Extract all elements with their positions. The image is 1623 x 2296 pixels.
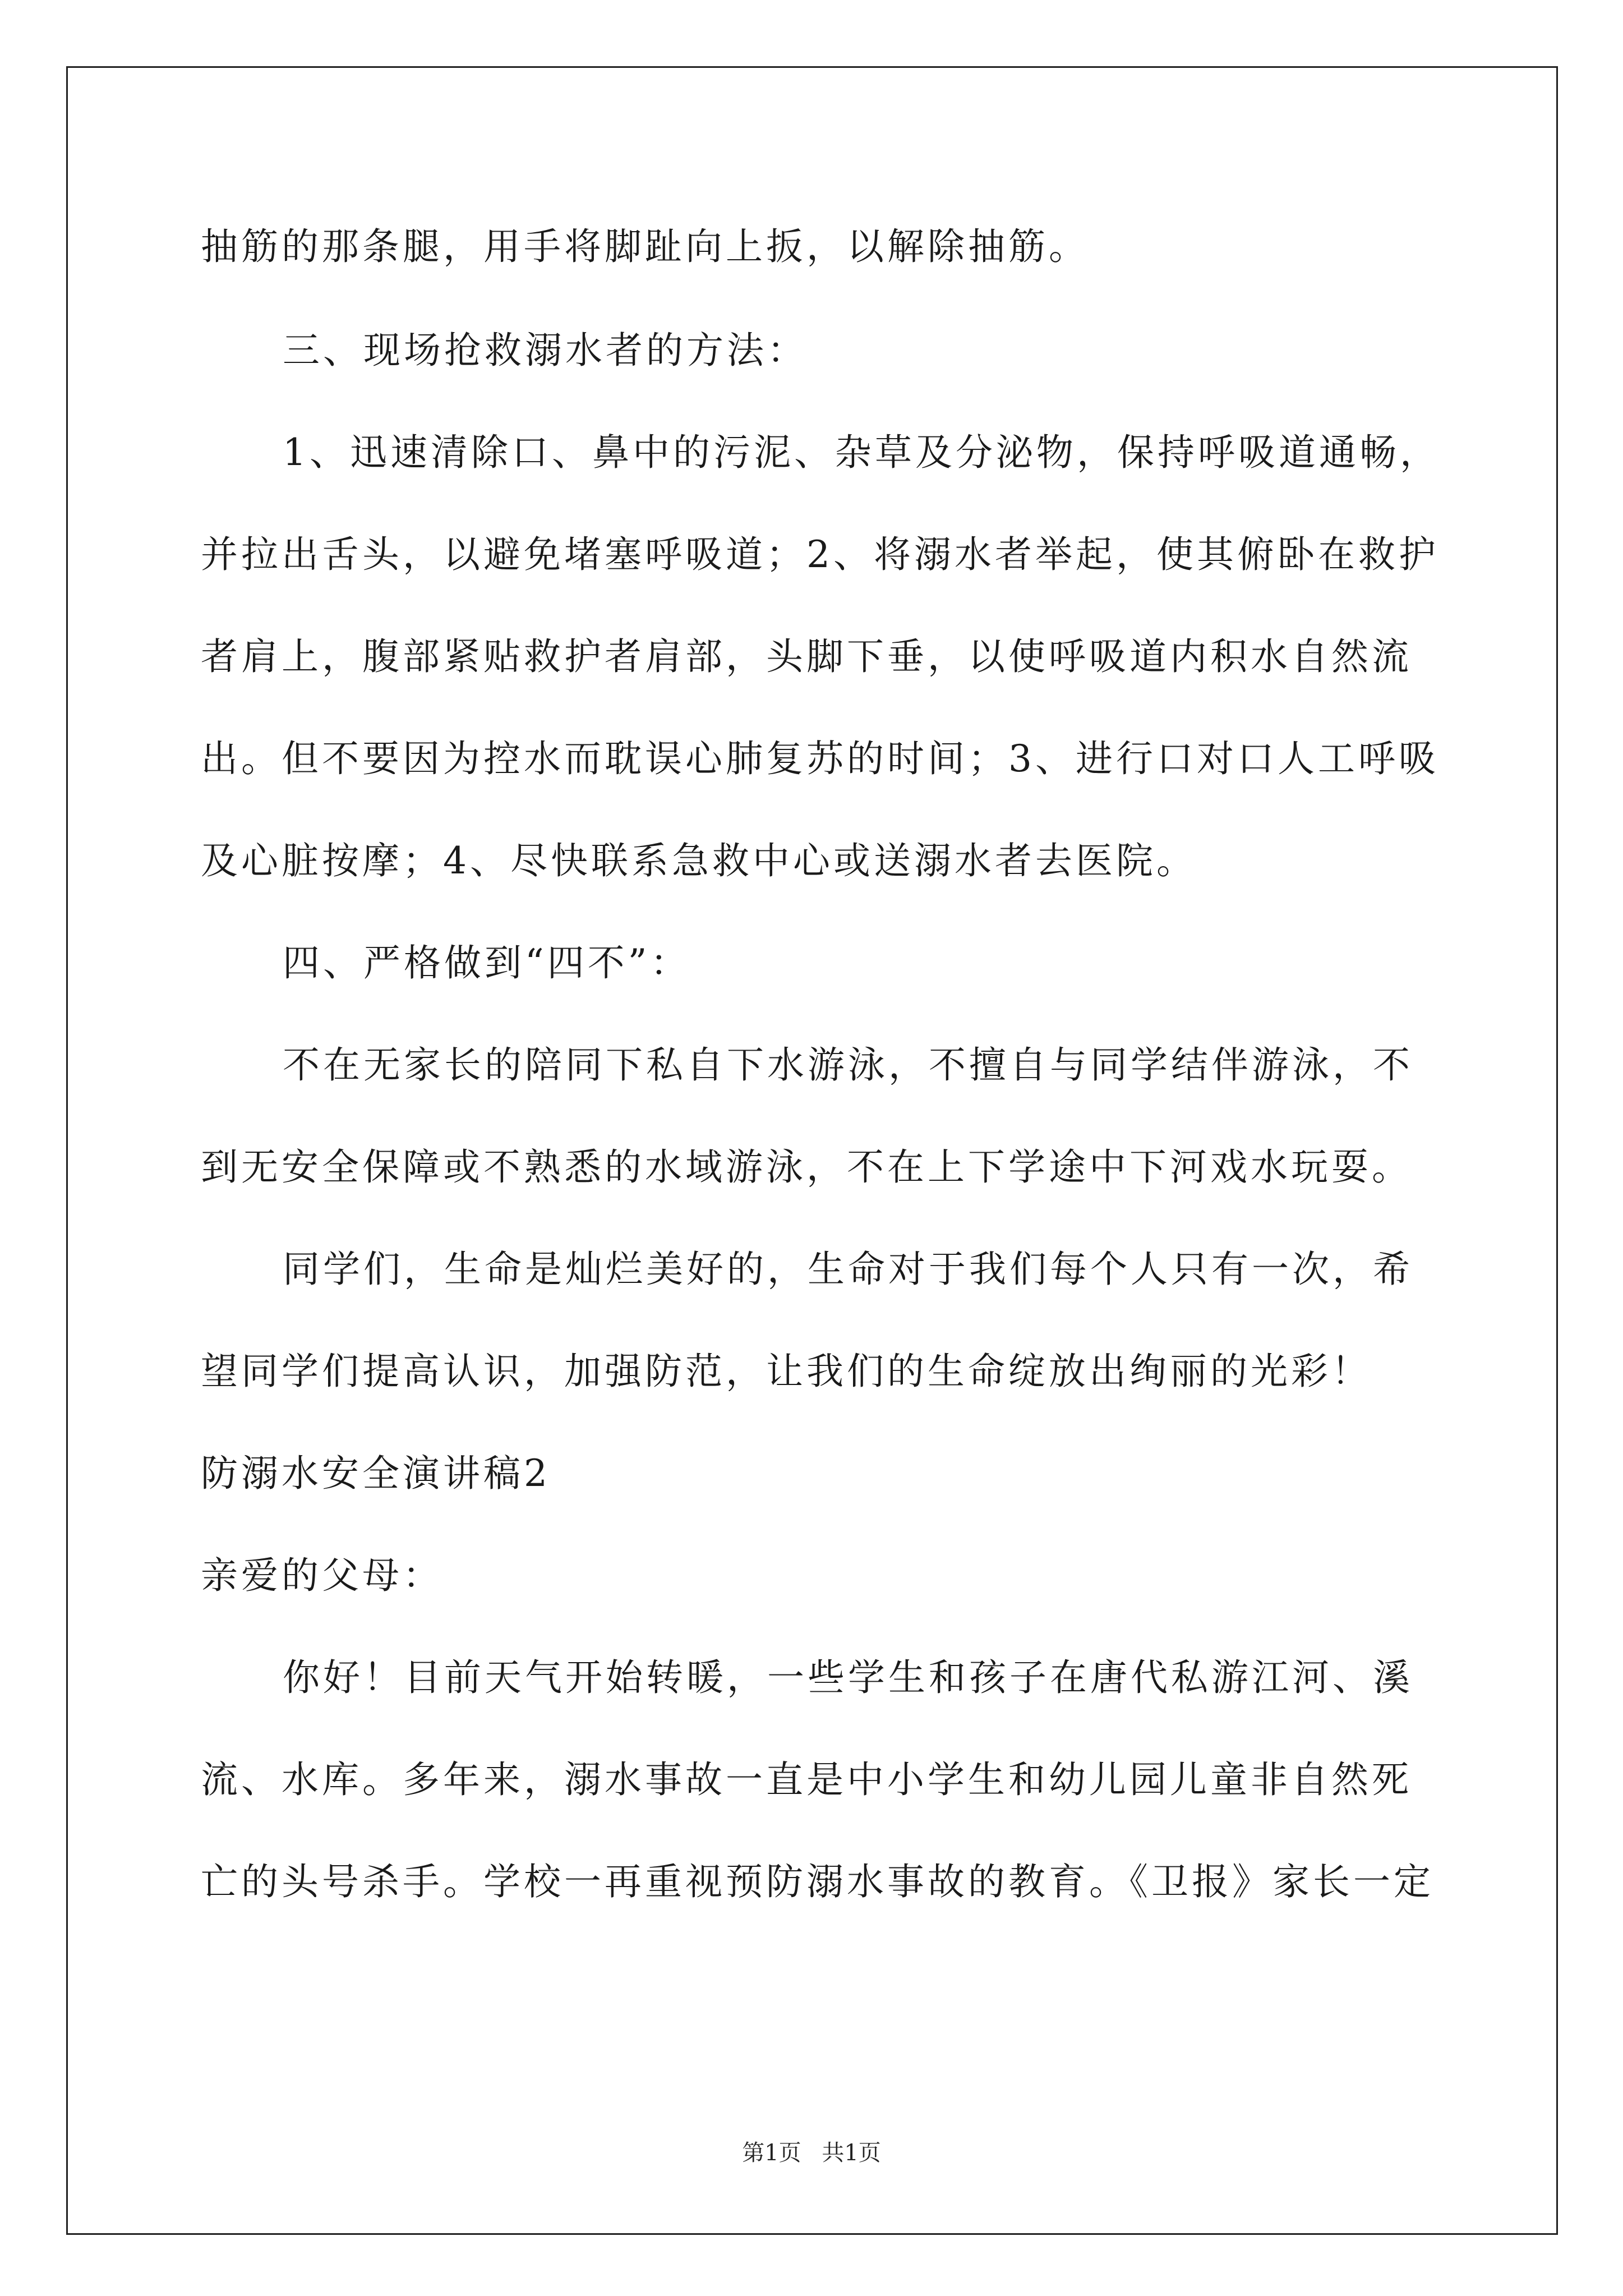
paragraph-line: 1、迅速清除口、鼻中的污泥、杂草及分泌物，保持呼吸道通畅， [283, 431, 1440, 474]
paragraph-line: 出。但不要因为控水而耽误心肺复苏的时间；3、进行口对口人工呼吸 [201, 737, 1439, 780]
paragraph-line: 抽筋的那条腿，用手将脚趾向上扳，以解除抽筋。 [201, 225, 1089, 268]
page-number: 第1页 [742, 2140, 801, 2166]
paragraph-line: 到无安全保障或不熟悉的水域游泳，不在上下学途中下河戏水玩耍。 [201, 1145, 1412, 1189]
paragraph-line: 者肩上，腹部紧贴救护者肩部，头脚下垂，以使呼吸道内积水自然流 [201, 635, 1412, 678]
paragraph-line: 同学们，生命是灿烂美好的，生命对于我们每个人只有一次，希 [283, 1248, 1413, 1291]
paragraph-line: 并拉出舌头，以避免堵塞呼吸道；2、将溺水者举起，使其俯卧在救护 [201, 533, 1439, 576]
paragraph-line: 及心脏按摩；4、尽快联系急救中心或送溺水者去医院。 [201, 839, 1197, 882]
section-heading: 三、现场抢救溺水者的方法： [283, 329, 808, 372]
paragraph-line: 你好！目前天气开始转暖，一些学生和孩子在唐代私游江河、溪 [283, 1656, 1413, 1699]
paragraph-line: 不在无家长的陪同下私自下水游泳，不擅自与同学结伴游泳，不 [283, 1043, 1413, 1087]
page-count: 共1页 [822, 2140, 881, 2166]
paragraph-line: 流、水库。多年来，溺水事故一直是中小学生和幼儿园儿童非自然死 [201, 1758, 1412, 1801]
page-footer [0, 2137, 1623, 2169]
paragraph-line: 亡的头号杀手。学校一再重视预防溺水事故的教育。《卫报》家长一定 [201, 1860, 1434, 1903]
salutation: 亲爱的父母： [201, 1554, 443, 1597]
document-title: 防溺水安全演讲稿2 [201, 1452, 551, 1495]
paragraph-line: 望同学们提高认识，加强防范，让我们的生命绽放出绚丽的光彩！ [201, 1350, 1372, 1393]
section-heading: 四、严格做到“四不”： [283, 941, 691, 984]
